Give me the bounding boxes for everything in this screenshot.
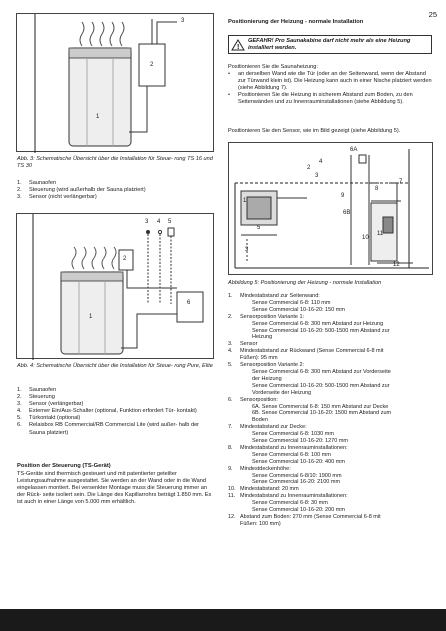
fig4-caption: Abb. 4: Schematische Übersicht über die Installation für Steue- rung Pure, Elite xyxy=(17,363,213,369)
fig5-label-9: 9 xyxy=(341,193,345,199)
list-item: 7. Mindestabstand zur Decke: Sense Commercial 6-8: 1030 mm Sense Commercial 10-16-20: 1270 mm xyxy=(228,424,348,445)
fig5-label-1: 1 xyxy=(243,198,247,204)
fig4-label-3: 3 xyxy=(145,219,149,225)
list-item: 6. Sensorposition: 6A. Sense Commercial 6-8: 150 mm Abstand zur Decke 6B. Sense Commercial 10-16-20: 1500 mm Abstand zum Boden xyxy=(228,396,392,424)
list-item: 8. Mindestabstand zu Innenrauminstallationen: Sense Commercial 6-8: 100 mm Sense Commercial 10-16-20: 400 mm xyxy=(228,444,348,465)
warning-triangle-icon xyxy=(229,39,248,51)
fig5-label-2: 2 xyxy=(307,165,311,171)
list-item: 4. Externer Ein/Aus-Schalter (optional, Funktion erfordert Tür- kontakt) xyxy=(17,408,197,415)
figure-4-drawing xyxy=(17,214,215,360)
fig4-label-6: 6 xyxy=(187,300,191,306)
fig4-label-4: 4 xyxy=(157,219,161,225)
list-item: 1. Mindestabstand zur Seitenwand: Sense Commercial 6-8: 110 mm Sense Commercial 10-16-20: 150 mm xyxy=(228,293,345,313)
list-item: 2. Sensorposition Variante 1: Sense Commercial 6-8: 300 mm Abstand zur Heizung Sense Commercial 10-16-20: 500-1500 mm Abstand zur Heizung xyxy=(228,313,390,341)
fig5-label-11: 11 xyxy=(377,231,384,237)
list-item: 5. Türkontakt (optional) xyxy=(17,415,81,422)
fig5-label-6b: 6B xyxy=(343,210,351,216)
list-item: 4. Mindestabstand zur Rückwand (Sense Commercial 6-8 mit Füßen): 95 mm xyxy=(228,348,384,362)
fig3-legend xyxy=(17,180,215,201)
list-item: 3. Sensor (nicht verlängerbar) xyxy=(17,194,97,201)
fig3-label-2: 2 xyxy=(150,62,154,68)
right-heading: Positionierung der Heizung - normale Installation xyxy=(228,19,364,25)
fig5-caption: Abbildung 5: Positionierung der Heizung - normale Installation xyxy=(228,280,382,286)
fig5-label-7: 7 xyxy=(399,179,403,185)
fig3-caption: Abb. 3: Schematische Übersicht über die Installation für Steue- rung TS 16 und TS 30 xyxy=(17,156,213,170)
figure-3-drawing xyxy=(17,14,215,153)
figure-3 xyxy=(16,13,214,152)
list-item: 3. Sensor xyxy=(228,341,258,348)
control-position-text: TS-Geräte sind thermisch gesteuert und mit patentierter geteilter Leistungsaufnahme ausgestattet. Sie werden an der Wand oder in die Wand eingelassen montiert. Bei versenkter Montage muss die Steuerung immer an der Rück- seite isoliert sein. Die Länge des Kapillarrohrs beträgt 1.850 mm. Es ist auch in einer Länge von 5.000 mm erhältlich. xyxy=(17,471,212,505)
fig3-label-1: 1 xyxy=(96,114,100,120)
positioning-intro: Positionieren Sie die Saunaheizung: xyxy=(228,64,318,70)
fig4-legend xyxy=(17,387,215,437)
fig5-label-4: 4 xyxy=(319,159,323,165)
list-item: 12. Abstand zum Boden: 270 mm (Sense Commercial 6-8 mit Füßen: 100 mm) xyxy=(228,514,381,527)
fig5-legend xyxy=(228,293,433,528)
fig5-label-3b: 3 xyxy=(245,247,249,253)
fig4-label-5: 5 xyxy=(168,219,172,225)
fig3-label-3: 3 xyxy=(181,18,185,24)
page-footer-bar xyxy=(0,609,446,631)
list-item: 11. Mindestabstand zu Innenrauminstallationen: Sense Commercial 6-8: 30 mm Sense Commercial 10-16-20: 200 mm xyxy=(228,493,348,514)
list-item: 6. Relaisbox RB Commercial/RB Commercial Lite (wird außer- halb der Sauna platziert) xyxy=(17,422,200,436)
warning-text: GEFAHR! Pro Saunakabine darf nicht mehr als eine Heizung installiert werden. xyxy=(247,37,411,51)
list-item: 5. Sensorposition Variante 2: Sense Commercial 6-8: 300 mm Abstand zur Vorderseite der Heizung Sense Commercial 10-16-20: 500-1500 mm Abstand zur Vorderseite der Heizung xyxy=(228,362,391,396)
svg-text:!: ! xyxy=(237,43,240,51)
list-item: • Positionieren Sie die Heizung in sicherem Abstand zum Boden, zu den Seitenwänden und zu Innenrauminstallationen (siehe Abbildung 5). xyxy=(228,92,413,105)
fig5-label-3: 3 xyxy=(315,173,319,179)
list-item: 10. Mindestabstand: 20 mm xyxy=(228,486,299,493)
fig5-label-10: 10 xyxy=(362,235,369,241)
figure-5-drawing xyxy=(229,143,434,276)
fig4-label-2: 2 xyxy=(123,256,127,262)
fig5-label-5: 5 xyxy=(257,225,261,231)
positioning-bullets xyxy=(228,71,432,106)
list-item: • an derselben Wand wie die Tür (oder an der Seitenwand, wenn der Abstand zur Türwand klein ist). Die Heizung kann auch in einer Nische platziert werden (siehe Abbildung 7). xyxy=(228,71,432,91)
list-item: 9. Mindestdeckenhöhe: Sense Commercial 6-8/10: 1900 mm Sense Commercial 16-20: 2100 mm xyxy=(228,465,342,486)
page-number: 25 xyxy=(428,10,437,19)
danger-warning xyxy=(228,35,432,54)
figure-5 xyxy=(228,142,433,275)
list-item: 1. Saunaofen xyxy=(17,387,57,393)
control-position-heading: Position der Steuerung (TS-Gerät) xyxy=(17,463,111,469)
figure-4 xyxy=(16,213,214,359)
list-item: 2. Steuerung (wird außerhalb der Sauna platziert) xyxy=(17,187,146,194)
fig5-label-6a: 6A xyxy=(350,147,358,153)
fig5-label-8: 8 xyxy=(375,186,379,192)
list-item: 1. Saunaofen xyxy=(17,180,57,186)
list-item: 3. Sensor (verlängerbar) xyxy=(17,401,84,408)
fig5-label-12: 12 xyxy=(393,262,400,268)
list-item: 2. Steuerung xyxy=(17,394,55,401)
sensor-positioning-text: Positionieren Sie den Sensor, wie im Bild gezeigt (siehe Abbildung 5). xyxy=(228,128,401,134)
fig4-label-1: 1 xyxy=(89,314,93,320)
